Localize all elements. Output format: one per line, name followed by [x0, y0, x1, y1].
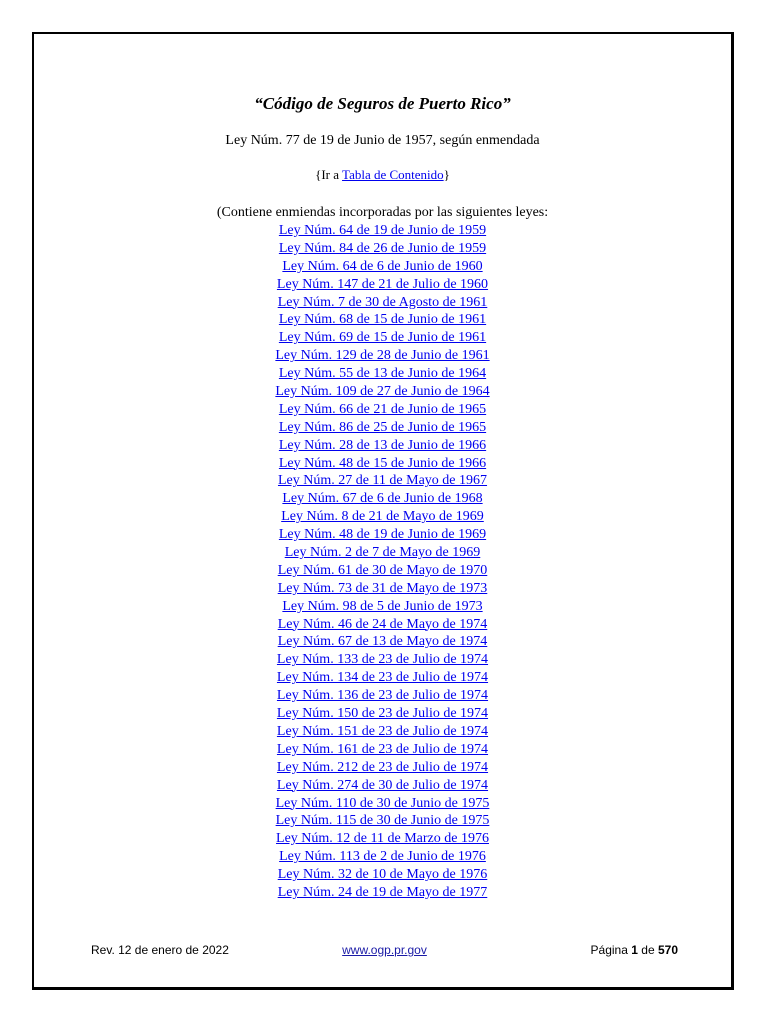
- amendment-link[interactable]: Ley Núm. 109 de 27 de Junio de 1964: [275, 384, 490, 400]
- page-of: de: [641, 943, 655, 957]
- amendment-link[interactable]: Ley Núm. 110 de 30 de Junio de 1975: [275, 795, 490, 811]
- amendment-item: [34, 598, 731, 616]
- amendment-link[interactable]: Ley Núm. 73 de 31 de Mayo de 1973: [277, 580, 488, 596]
- amendment-link[interactable]: Ley Núm. 8 de 21 de Mayo de 1969: [281, 509, 484, 525]
- amendment-link[interactable]: Ley Núm. 67 de 13 de Mayo de 1974: [277, 634, 488, 650]
- amendment-link[interactable]: Ley Núm. 212 de 23 de Julio de 1974: [276, 759, 489, 775]
- amendment-link[interactable]: Ley Núm. 27 de 11 de Mayo de 1967: [277, 473, 488, 489]
- amendment-item: [34, 258, 731, 276]
- document-title: “Código de Seguros de Puerto Rico”: [254, 94, 511, 113]
- amendment-item: [34, 383, 731, 401]
- amendment-item: [34, 544, 731, 562]
- amendment-item: [34, 741, 731, 759]
- amendment-link[interactable]: Ley Núm. 129 de 28 de Junio de 1961: [275, 348, 490, 364]
- document-page: [32, 32, 734, 990]
- toc-line: [34, 167, 731, 183]
- amendment-link[interactable]: Ley Núm. 86 de 25 de Junio de 1965: [278, 419, 487, 435]
- website-link[interactable]: www.ogp.pr.gov: [342, 943, 427, 957]
- amendments-list: [34, 222, 731, 902]
- amendment-item: [34, 294, 731, 312]
- amendment-item: [34, 884, 731, 902]
- amendment-link[interactable]: Ley Núm. 64 de 6 de Junio de 1960: [282, 258, 483, 274]
- amendment-item: [34, 222, 731, 240]
- amendment-item: [34, 669, 731, 687]
- amendment-link[interactable]: Ley Núm. 134 de 23 de Julio de 1974: [276, 670, 489, 686]
- amendment-item: [34, 240, 731, 258]
- toc-link[interactable]: Tabla de Contenido: [342, 167, 444, 182]
- amendment-item: [34, 401, 731, 419]
- amendment-link[interactable]: Ley Núm. 48 de 15 de Junio de 1966: [278, 455, 487, 471]
- amendment-link[interactable]: Ley Núm. 48 de 19 de Junio de 1969: [278, 527, 487, 543]
- document-subtitle: Ley Núm. 77 de 19 de Junio de 1957, según enmendada: [225, 133, 540, 148]
- amendment-link[interactable]: Ley Núm. 7 de 30 de Agosto de 1961: [277, 294, 488, 310]
- amendment-item: [34, 276, 731, 294]
- page-number: [591, 943, 678, 957]
- amendment-item: [34, 472, 731, 490]
- amendment-item: [34, 777, 731, 795]
- amendment-item: [34, 848, 731, 866]
- amendment-item: [34, 490, 731, 508]
- amendment-link[interactable]: Ley Núm. 161 de 23 de Julio de 1974: [276, 741, 489, 757]
- amendment-item: [34, 830, 731, 848]
- amendment-link[interactable]: Ley Núm. 151 de 23 de Julio de 1974: [276, 723, 489, 739]
- amendment-item: [34, 508, 731, 526]
- amendment-item: [34, 580, 731, 598]
- amendment-item: [34, 705, 731, 723]
- amendment-link[interactable]: Ley Núm. 133 de 23 de Julio de 1974: [276, 652, 489, 668]
- amendment-link[interactable]: Ley Núm. 84 de 26 de Junio de 1959: [278, 240, 487, 256]
- amendment-link[interactable]: Ley Núm. 32 de 10 de Mayo de 1976: [277, 867, 488, 883]
- amendment-link[interactable]: Ley Núm. 12 de 11 de Marzo de 1976: [276, 831, 489, 847]
- amendment-item: [34, 759, 731, 777]
- amendment-link[interactable]: Ley Núm. 150 de 23 de Julio de 1974: [276, 706, 489, 722]
- amendment-link[interactable]: Ley Núm. 2 de 7 de Mayo de 1969: [284, 545, 481, 561]
- toc-prefix: {Ir a: [315, 167, 343, 182]
- amendment-item: [34, 347, 731, 365]
- amendment-link[interactable]: Ley Núm. 24 de 19 de Mayo de 1977: [277, 884, 488, 900]
- amendment-item: [34, 365, 731, 383]
- amendment-item: [34, 651, 731, 669]
- amendment-link[interactable]: Ley Núm. 68 de 15 de Junio de 1961: [278, 312, 487, 328]
- amendment-item: [34, 329, 731, 347]
- amendment-link[interactable]: Ley Núm. 136 de 23 de Julio de 1974: [276, 688, 489, 704]
- amendment-item: [34, 866, 731, 884]
- amendment-item: [34, 687, 731, 705]
- amendment-item: [34, 616, 731, 634]
- amendment-item: [34, 419, 731, 437]
- page-label: Página: [590, 943, 628, 957]
- page-footer: [91, 943, 678, 961]
- amendment-link[interactable]: Ley Núm. 55 de 13 de Junio de 1964: [278, 366, 487, 382]
- amendment-link[interactable]: Ley Núm. 98 de 5 de Junio de 1973: [282, 598, 483, 614]
- page-current: 1: [631, 943, 638, 957]
- amendment-item: [34, 437, 731, 455]
- amendment-link[interactable]: Ley Núm. 147 de 21 de Julio de 1960: [276, 276, 489, 292]
- revision-date: Rev. 12 de enero de 2022: [91, 943, 229, 957]
- amendment-link[interactable]: Ley Núm. 274 de 30 de Julio de 1974: [276, 777, 489, 793]
- amendment-link[interactable]: Ley Núm. 113 de 2 de Junio de 1976: [279, 849, 486, 865]
- amendment-item: [34, 526, 731, 544]
- amendment-item: [34, 795, 731, 813]
- amendment-link[interactable]: Ley Núm. 66 de 21 de Junio de 1965: [278, 401, 487, 417]
- amendment-item: [34, 812, 731, 830]
- amendment-item: [34, 633, 731, 651]
- page-total: 570: [657, 943, 678, 957]
- amendment-link[interactable]: Ley Núm. 69 de 15 de Junio de 1961: [278, 330, 487, 346]
- amendment-item: [34, 455, 731, 473]
- amendment-link[interactable]: Ley Núm. 115 de 30 de Junio de 1975: [275, 813, 490, 829]
- amendment-item: [34, 562, 731, 580]
- amendment-item: [34, 723, 731, 741]
- toc-suffix: }: [443, 167, 450, 182]
- amendment-link[interactable]: Ley Núm. 28 de 13 de Junio de 1966: [278, 437, 487, 453]
- amendment-link[interactable]: Ley Núm. 61 de 30 de Mayo de 1970: [277, 562, 488, 578]
- amendments-intro: (Contiene enmiendas incorporadas por las siguientes leyes:: [216, 205, 549, 220]
- amendment-link[interactable]: Ley Núm. 64 de 19 de Junio de 1959: [278, 223, 487, 238]
- amendment-item: [34, 311, 731, 329]
- amendment-link[interactable]: Ley Núm. 67 de 6 de Junio de 1968: [282, 491, 483, 507]
- amendment-link[interactable]: Ley Núm. 46 de 24 de Mayo de 1974: [277, 616, 488, 632]
